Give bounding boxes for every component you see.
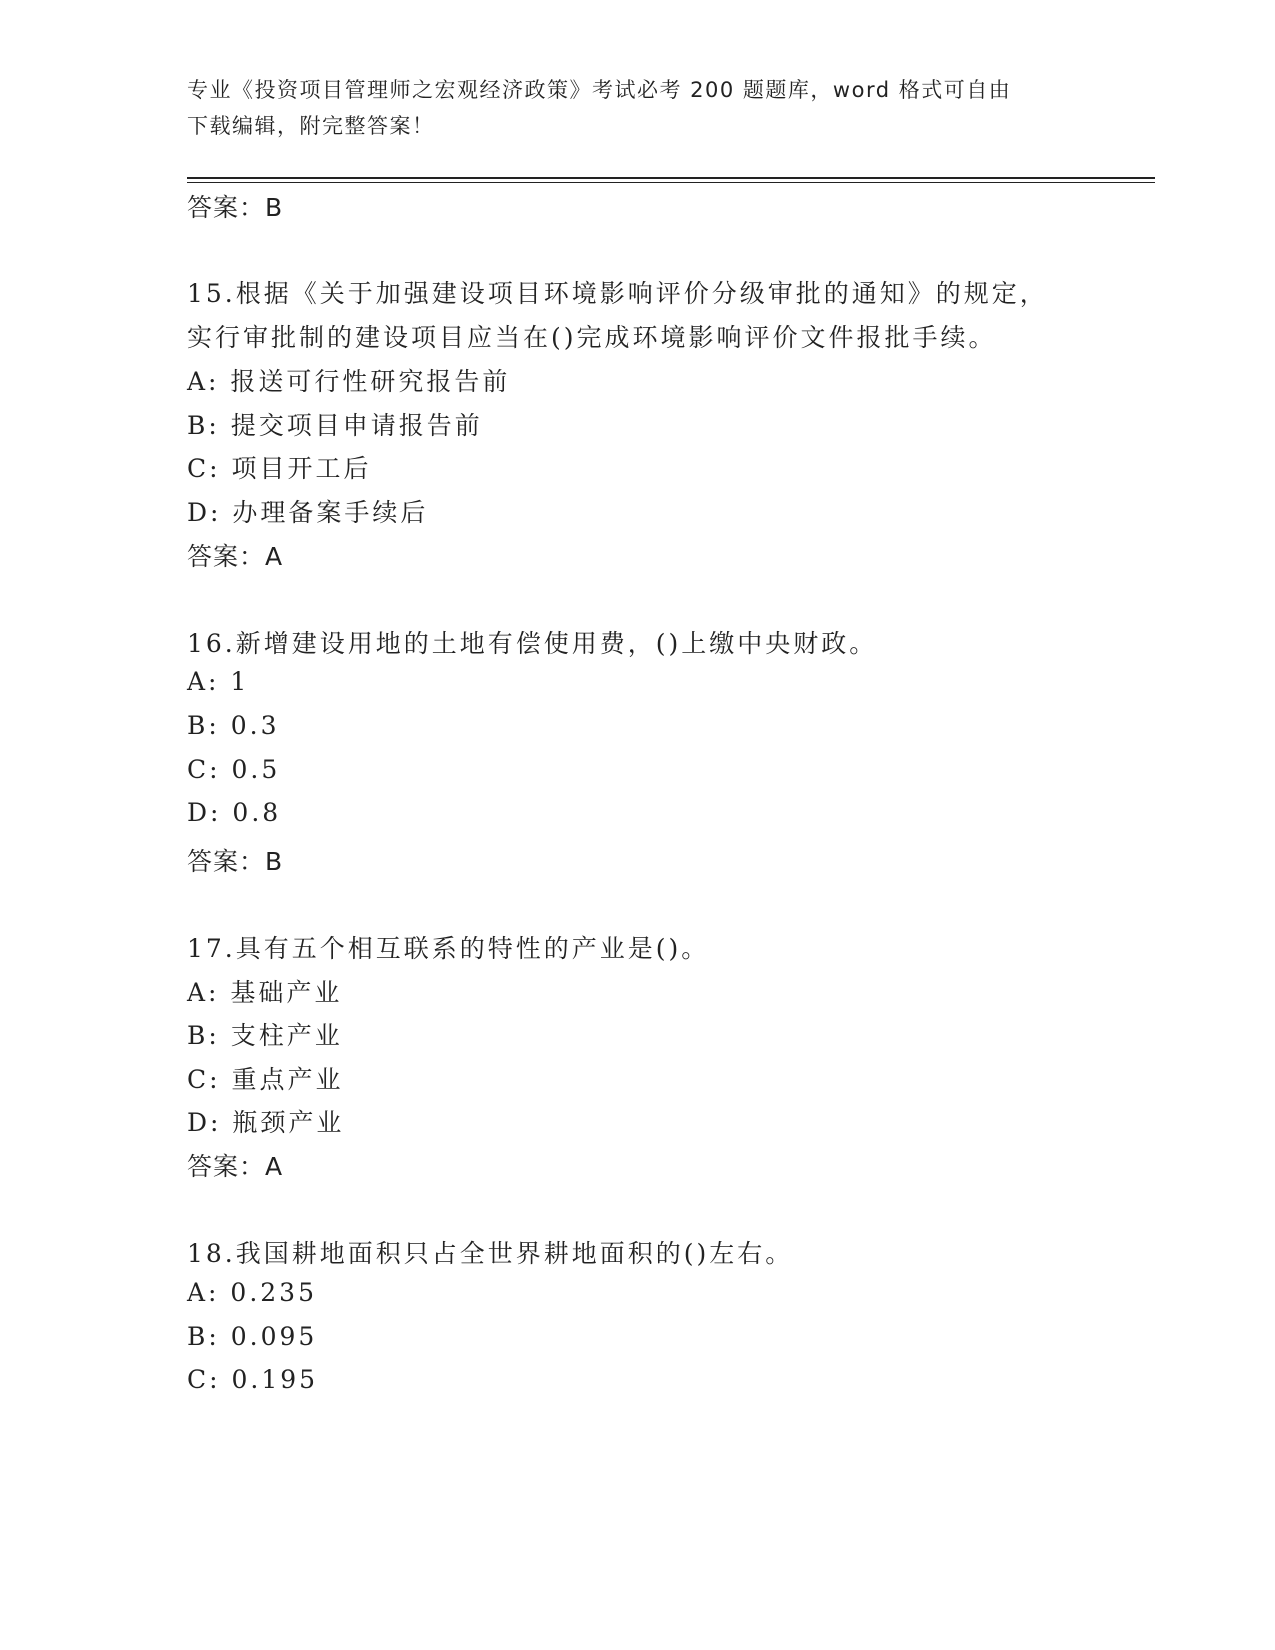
header-divider-thin bbox=[187, 182, 1155, 183]
question-17-option-b: B: 支柱产业 bbox=[187, 1021, 343, 1050]
question-18-stem: 18.我国耕地面积只占全世界耕地面积的()左右。 bbox=[187, 1239, 794, 1268]
header-line-2: 下载编辑，附完整答案！ bbox=[187, 114, 435, 138]
question-15-option-d: D: 办理备案手续后 bbox=[187, 498, 429, 527]
question-18-option-b: B: 0.095 bbox=[187, 1322, 318, 1351]
question-16-option-d: D: 0.8 bbox=[187, 798, 282, 827]
answer-15: 答案：A bbox=[187, 542, 284, 571]
question-16-stem: 16.新增建设用地的土地有偿使用费，()上缴中央财政。 bbox=[187, 629, 878, 658]
question-15-stem-line-2: 实行审批制的建设项目应当在()完成环境影响评价文件报批手续。 bbox=[187, 323, 997, 352]
question-15-option-c: C: 项目开工后 bbox=[187, 454, 372, 483]
question-16-option-c: C: 0.5 bbox=[187, 755, 281, 784]
question-17-option-c: C: 重点产业 bbox=[187, 1065, 344, 1094]
answer-14: 答案：B bbox=[187, 193, 284, 222]
document-header bbox=[187, 72, 1067, 144]
question-18-option-c: C: 0.195 bbox=[187, 1365, 319, 1394]
question-16-option-b: B: 0.3 bbox=[187, 711, 280, 740]
question-15-option-b: B: 提交项目申请报告前 bbox=[187, 411, 483, 440]
question-15-stem-line-1: 15.根据《关于加强建设项目环境影响评价分级审批的通知》的规定， bbox=[187, 279, 1048, 308]
answer-16: 答案：B bbox=[187, 847, 284, 876]
question-17-option-d: D: 瓶颈产业 bbox=[187, 1108, 345, 1137]
question-15-option-a: A: 报送可行性研究报告前 bbox=[187, 367, 511, 396]
header-line-1: 专业《投资项目管理师之宏观经济政策》考试必考 200 题题库，word 格式可自由 bbox=[187, 78, 1012, 102]
question-18-option-a: A: 0.235 bbox=[187, 1278, 317, 1307]
question-17-stem: 17.具有五个相互联系的特性的产业是()。 bbox=[187, 934, 710, 963]
question-16-option-a: A: 1 bbox=[187, 667, 250, 696]
header-divider-thick bbox=[187, 177, 1155, 179]
question-17-option-a: A: 基础产业 bbox=[187, 978, 343, 1007]
answer-17: 答案：A bbox=[187, 1152, 284, 1181]
